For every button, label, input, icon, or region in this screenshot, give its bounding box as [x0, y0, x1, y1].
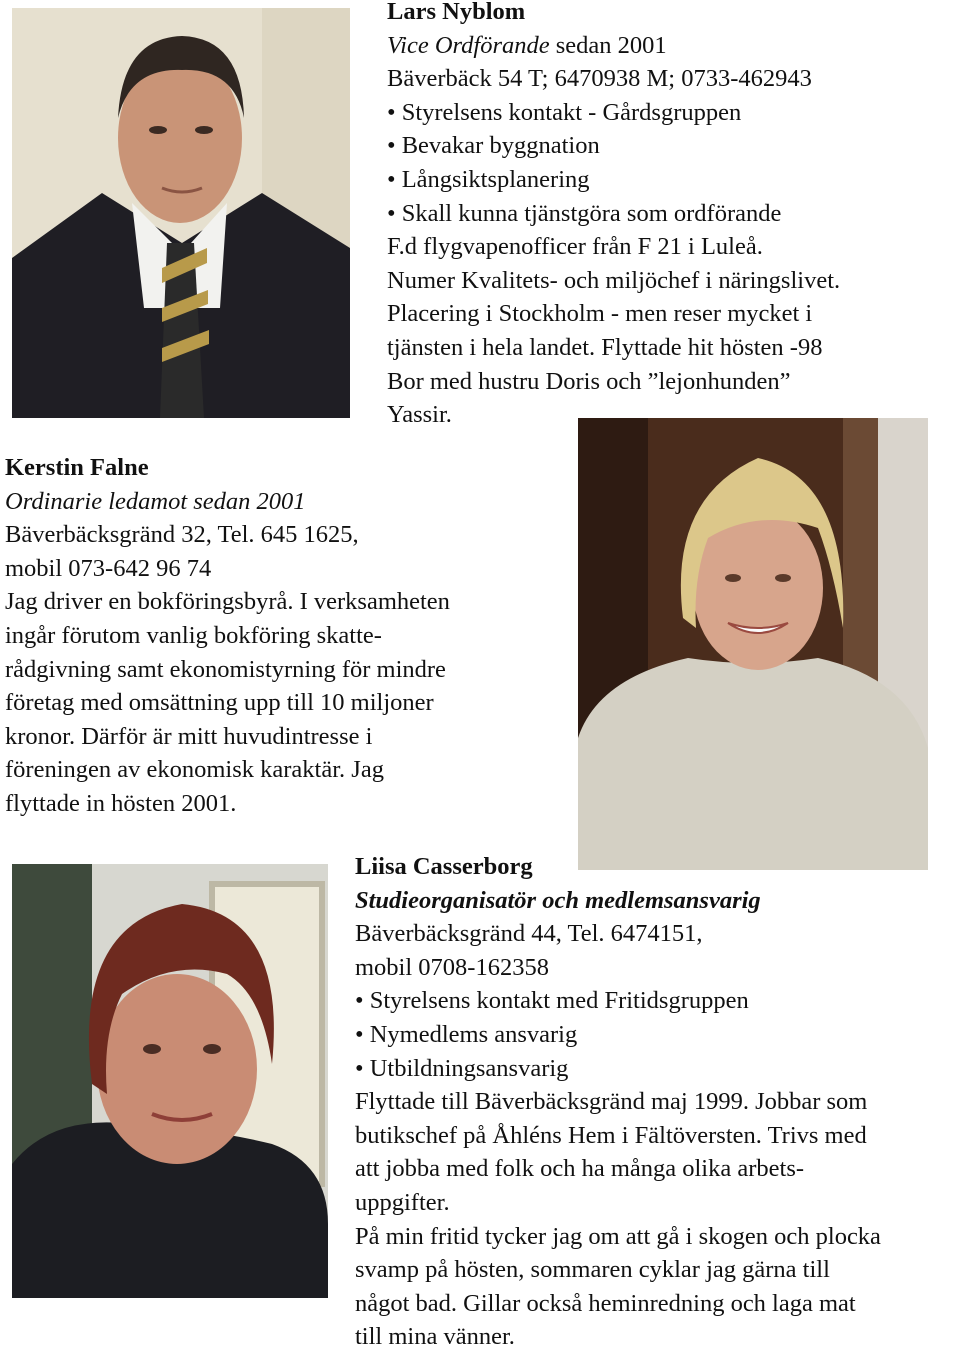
lars-role-since: sedan 2001 — [549, 31, 667, 59]
liisa-line-0: Bäverbäcksgränd 44, Tel. 6474151, — [355, 920, 703, 948]
liisa-casserborg-bio — [355, 850, 881, 1354]
liisa-casserborg-name: Liisa Casserborg — [355, 853, 533, 880]
liisa-line-4: • Utbildningsansvarig — [355, 1054, 569, 1082]
kerstin-line-2: Jag driver en bokföringsbyrå. I verksamheten — [5, 588, 450, 616]
kerstin-line-6: kronor. Därför är mitt huvudintresse i — [5, 722, 373, 750]
kerstin-falne-role: Ordinarie ledamot sedan 2001 — [5, 487, 306, 515]
lars-line-8: tjänsten i hela landet. Flyttade hit hösten -98 — [387, 333, 823, 361]
liisa-line-7: att jobba med folk och ha många olika arbets- — [355, 1155, 805, 1183]
photo-liisa-casserborg — [12, 864, 328, 1298]
lars-line-7: Placering i Stockholm - men reser mycket i — [387, 300, 813, 328]
liisa-line-8: uppgifter. — [355, 1188, 450, 1216]
lars-line-0: Bäverbäck 54 T; 6470938 M; 0733-462943 — [387, 65, 812, 93]
lars-line-4: • Skall kunna tjänstgöra som ordförande — [387, 199, 782, 227]
liisa-line-5: Flyttade till Bäverbäcksgränd maj 1999. Jobbar som — [355, 1088, 868, 1116]
liisa-line-11: något bad. Gillar också heminredning och laga mat — [355, 1289, 856, 1317]
photo-kerstin-falne — [578, 418, 928, 870]
liisa-casserborg-role — [355, 884, 881, 918]
kerstin-line-1: mobil 073-642 96 74 — [5, 554, 212, 582]
kerstin-line-8: flyttade in hösten 2001. — [5, 789, 237, 817]
lars-nyblom-name: Lars Nyblom — [387, 0, 526, 25]
lars-line-2: • Bevakar byggnation — [387, 132, 600, 160]
lars-role-title: Vice Ordförande — [387, 31, 550, 59]
kerstin-falne-bio — [5, 451, 450, 821]
lars-line-10: Yassir. — [387, 401, 452, 429]
lars-nyblom-role — [387, 29, 840, 63]
liisa-line-1: mobil 0708-162358 — [355, 953, 549, 981]
kerstin-line-7: föreningen av ekonomisk karaktär. Jag — [5, 756, 384, 784]
photo-lars-nyblom — [12, 8, 350, 418]
kerstin-line-5: företag med omsättning upp till 10 miljoner — [5, 689, 434, 717]
kerstin-line-0: Bäverbäcksgränd 32, Tel. 645 1625, — [5, 521, 359, 549]
lars-line-9: Bor med hustru Doris och ”lejonhunden” — [387, 367, 791, 395]
lars-line-3: • Långsiktsplanering — [387, 165, 590, 193]
liisa-line-12: till mina vänner. — [355, 1323, 515, 1351]
liisa-role-text: Studieorganisatör och medlemsansvarig — [355, 886, 761, 914]
kerstin-line-3: ingår förutom vanlig bokföring skatte- — [5, 621, 382, 649]
kerstin-falne-name: Kerstin Falne — [5, 454, 149, 481]
lars-line-1: • Styrelsens kontakt - Gårdsgruppen — [387, 98, 742, 126]
kerstin-line-4: rådgivning samt ekonomistyrning för mindre — [5, 655, 446, 683]
liisa-line-9: På min fritid tycker jag om att gå i skogen och plocka — [355, 1222, 881, 1250]
liisa-line-3: • Nymedlems ansvarig — [355, 1020, 578, 1048]
liisa-line-6: butikschef på Åhléns Hem i Fältöversten. Trivs med — [355, 1121, 867, 1149]
lars-line-6: Numer Kvalitets- och miljöchef i näringslivet. — [387, 266, 841, 294]
liisa-line-10: svamp på hösten, sommaren cyklar jag gärna till — [355, 1256, 830, 1284]
lars-line-5: F.d flygvapenofficer från F 21 i Luleå. — [387, 233, 763, 261]
lars-nyblom-bio — [387, 0, 840, 432]
liisa-line-2: • Styrelsens kontakt med Fritidsgruppen — [355, 987, 749, 1015]
